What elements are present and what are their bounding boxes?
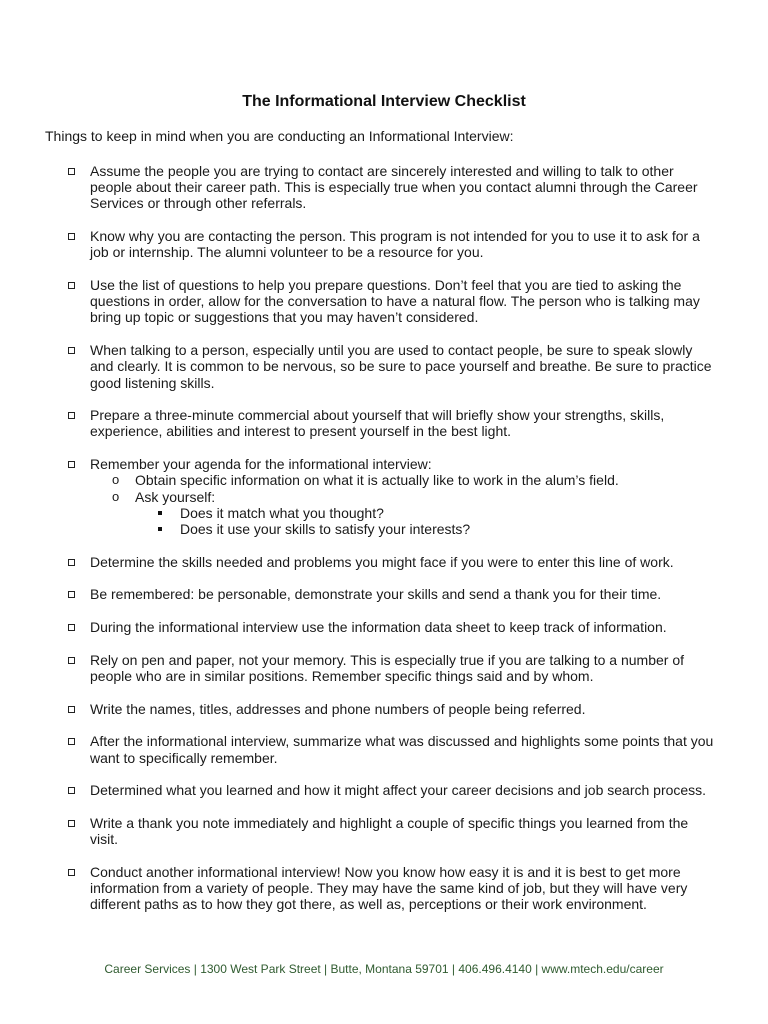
checklist-item-text: Assume the people you are trying to contact are sincerely interested and willing to talk to other people about their career path. This is especially true when you contact alumni through the Career Services or through other referrals. <box>90 163 698 212</box>
checklist-item <box>0 864 768 913</box>
checklist-item-text: After the informational interview, summarize what was discussed and highlights some points that you want to specifically remember. <box>90 733 714 766</box>
hollow-square-bullet-icon <box>68 738 75 745</box>
hollow-square-bullet-icon <box>68 624 75 631</box>
checklist-item <box>0 701 768 717</box>
ask-yourself-item <box>135 505 718 521</box>
checklist-item <box>0 277 768 326</box>
page-title: The Informational Interview Checklist <box>242 93 526 110</box>
checklist-item-text: Determined what you learned and how it might affect your career decisions and job search process. <box>90 782 707 799</box>
ask-yourself-text: Does it match what you thought? <box>180 504 384 521</box>
hollow-circle-bullet-icon: o <box>112 488 120 504</box>
filled-square-bullet-icon <box>158 511 162 515</box>
hollow-square-bullet-icon <box>68 559 75 566</box>
checklist-item <box>0 619 768 635</box>
hollow-square-bullet-icon <box>68 706 75 713</box>
checklist-item-text: Write the names, titles, addresses and phone numbers of people being referred. <box>90 700 586 717</box>
agenda-subitem <box>90 472 718 488</box>
checklist-item-text: Write a thank you note immediately and highlight a couple of specific things you learned from the visit. <box>90 814 689 848</box>
hollow-square-bullet-icon <box>68 787 75 794</box>
hollow-square-bullet-icon <box>68 869 75 876</box>
checklist-item-text: Determine the skills needed and problems you might face if you were to enter this line of work. <box>90 553 674 570</box>
checklist-item <box>0 733 768 765</box>
agenda-subitem-text: Ask yourself: <box>135 488 216 505</box>
checklist-item-text: Prepare a three-minute commercial about yourself that will briefly show your strengths, skills, experience, abilities and interest to present yourself in the best light. <box>90 407 665 440</box>
checklist-item <box>0 228 768 260</box>
agenda-sublist <box>90 472 718 537</box>
hollow-square-bullet-icon <box>68 591 75 598</box>
checklist-item-text: Conduct another informational interview! Now you know how easy it is and it is best to get more information from a variety of people. They may have the same kind of job, but they will have very different paths as to how they got there, as well as, perceptions or their work environment. <box>90 863 688 913</box>
hollow-square-bullet-icon <box>68 168 75 175</box>
checklist <box>0 163 768 929</box>
checklist-item-text: Remember your agenda for the informational interview: <box>90 456 432 473</box>
agenda-subitem-text: Obtain specific information on what it is actually like to work in the alum’s field. <box>135 472 619 489</box>
ask-yourself-text: Does it use your skills to satisfy your interests? <box>180 520 471 537</box>
checklist-item-text: Be remembered: be personable, demonstrate your skills and send a thank you for their time. <box>90 586 662 603</box>
hollow-square-bullet-icon <box>68 461 75 468</box>
hollow-square-bullet-icon <box>68 282 75 289</box>
checklist-item <box>0 652 768 684</box>
intro-text: Things to keep in mind when you are conducting an Informational Interview: <box>45 128 514 144</box>
checklist-item-text: Use the list of questions to help you prepare questions. Don’t feel that you are tied to asking the questions in order, allow for the conversation to have a natural flow. The person who is talking may bring up topic or suggestions that you may haven’t considered. <box>90 277 700 326</box>
filled-square-bullet-icon <box>158 527 162 531</box>
hollow-square-bullet-icon <box>68 657 75 664</box>
footer-contact: Career Services | 1300 West Park Street | Butte, Montana 59701 | 406.496.4140 | www.mtech.edu/career <box>104 962 664 976</box>
checklist-item-text: Know why you are contacting the person. This program is not intended for you to use it to ask for a job or internship. The alumni volunteer to be a resource for you. <box>90 228 700 261</box>
agenda-subitem <box>90 489 718 538</box>
checklist-item <box>0 815 768 847</box>
hollow-square-bullet-icon <box>68 233 75 240</box>
ask-yourself-list <box>135 505 718 537</box>
checklist-item-text: During the informational interview use the information data sheet to keep track of information. <box>90 619 667 636</box>
ask-yourself-item <box>135 521 718 537</box>
checklist-item-agenda <box>0 456 768 537</box>
hollow-circle-bullet-icon: o <box>112 472 120 488</box>
hollow-square-bullet-icon <box>68 820 75 827</box>
checklist-item <box>0 342 768 391</box>
checklist-item <box>0 554 768 570</box>
checklist-item <box>0 782 768 798</box>
checklist-item <box>0 163 768 212</box>
hollow-square-bullet-icon <box>68 347 75 354</box>
checklist-item-text: Rely on pen and paper, not your memory. This is especially true if you are talking to a number of people who are in similar positions. Remember specific things said and by whom. <box>90 651 685 684</box>
hollow-square-bullet-icon <box>68 412 75 419</box>
checklist-item-text: When talking to a person, especially until you are used to contact people, be sure to speak slowly and clearly. It is common to be nervous, so be sure to pace yourself and breathe. Be sure to practice good listening skills. <box>90 342 712 391</box>
checklist-item <box>0 586 768 602</box>
checklist-item <box>0 407 768 439</box>
